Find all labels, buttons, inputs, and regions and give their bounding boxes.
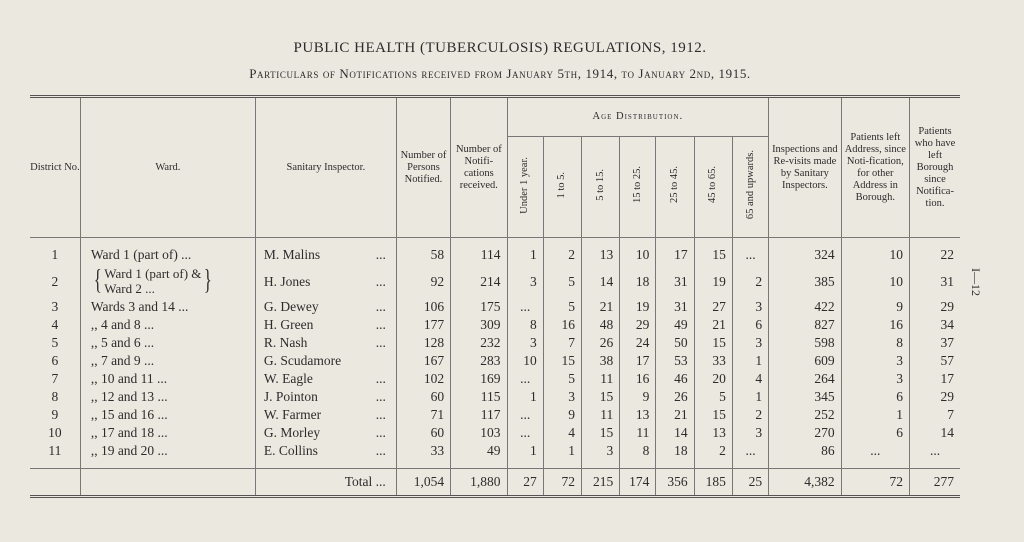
ward-name: ,, 15 and 16 ... [80, 406, 255, 424]
leader-dots: ... [375, 371, 386, 386]
age-count: 21 [656, 406, 694, 424]
age-count: 26 [656, 388, 694, 406]
age-count: ... [507, 298, 543, 316]
inspector-name [255, 442, 396, 460]
notifications-received: 49 [451, 442, 507, 460]
leader-dots: ... [375, 299, 386, 314]
header-age-45-65: 45 to 65. [694, 137, 732, 238]
notifications-received: 283 [451, 352, 507, 370]
age-count: 7 [543, 334, 581, 352]
inspector-name [255, 334, 396, 352]
left-address-count: 10 [841, 264, 909, 298]
age-count: 1 [732, 352, 768, 370]
inspector-name [255, 352, 396, 370]
left-borough-count: 22 [910, 246, 960, 264]
left-borough-count: 31 [910, 264, 960, 298]
leader-dots: ... [375, 443, 386, 458]
ward-name: ,, 19 and 20 ... [80, 442, 255, 460]
header-left-borough: Patients who have left Borough since Notifica-tion. [910, 97, 960, 238]
inspections-count: 324 [769, 246, 841, 264]
ward-line: Ward 1 (part of) & [104, 266, 202, 281]
age-count: 2 [732, 406, 768, 424]
leader-dots: ... [375, 273, 386, 289]
notifications-received: 114 [451, 246, 507, 264]
age-count: 15 [694, 334, 732, 352]
header-age-65-up: 65 and upwards. [732, 137, 768, 238]
inspector-text: J. Pointon [263, 389, 318, 404]
inspector-text: R. Nash [263, 335, 308, 350]
page-subtitle: Particulars of Notifications received from January 5th, 1914, to January 2nd, 1915. [249, 66, 751, 81]
table-row [30, 246, 960, 264]
age-count: 8 [507, 316, 543, 334]
district-number: 2 [51, 273, 59, 289]
age-count: 3 [507, 334, 543, 352]
age-count: ... [507, 370, 543, 388]
header-district: District No. [30, 97, 80, 238]
left-borough-count: 29 [910, 388, 960, 406]
header-persons: Number of Persons Notified. [396, 97, 450, 238]
notifications-received: 103 [451, 424, 507, 442]
age-count: 3 [543, 388, 581, 406]
table-row [30, 352, 960, 370]
district-number: 4 [51, 317, 59, 332]
header-left-address: Patients left Address, since Noti-fication, for other Address in Borough. [841, 97, 909, 238]
age-count: 21 [694, 316, 732, 334]
left-address-count: ... [841, 442, 909, 460]
total-left-address: 72 [841, 469, 909, 497]
age-count: 9 [620, 388, 656, 406]
notifications-received: 115 [451, 388, 507, 406]
header-age-distribution: Age Distribution. [507, 97, 769, 137]
table-row [30, 424, 960, 442]
persons-notified: 167 [396, 352, 450, 370]
header-notifications: Number of Notifi-cations received. [451, 97, 507, 238]
ward-line: Ward 2 ... [104, 281, 155, 296]
age-count: 5 [543, 264, 581, 298]
age-count: 1 [507, 246, 543, 264]
total-age: 185 [694, 469, 732, 497]
total-age: 27 [507, 469, 543, 497]
inspector-name [255, 370, 396, 388]
age-count: 20 [694, 370, 732, 388]
age-count: 5 [694, 388, 732, 406]
total-row [30, 469, 960, 497]
age-count: 19 [694, 264, 732, 298]
persons-notified: 58 [396, 246, 450, 264]
age-count: 21 [581, 298, 619, 316]
total-persons: 1,054 [396, 469, 450, 497]
age-count: 5 [543, 370, 581, 388]
age-count: 33 [694, 352, 732, 370]
header-age-under-1: Under 1 year. [507, 137, 543, 238]
age-count: ... [732, 442, 768, 460]
inspections-count: 264 [769, 370, 841, 388]
inspector-name [255, 424, 396, 442]
age-count: 15 [694, 246, 732, 264]
age-count: ... [507, 424, 543, 442]
left-address-count: 1 [841, 406, 909, 424]
notifications-received: 117 [451, 406, 507, 424]
left-borough-count: 7 [910, 406, 960, 424]
total-age: 356 [656, 469, 694, 497]
leader-dots: ... [375, 425, 386, 440]
inspections-count: 385 [769, 264, 841, 298]
age-count: 3 [581, 442, 619, 460]
header-age-1-5: 1 to 5. [543, 137, 581, 238]
notifications-received: 214 [451, 264, 507, 298]
left-address-count: 10 [841, 246, 909, 264]
age-count: 15 [581, 424, 619, 442]
district-number: 1 [51, 247, 59, 262]
age-count: 8 [620, 442, 656, 460]
persons-notified: 128 [396, 334, 450, 352]
age-count: 2 [732, 264, 768, 298]
total-age: 72 [543, 469, 581, 497]
district-number: 6 [51, 353, 59, 368]
district-number: 8 [51, 389, 59, 404]
table-row [30, 388, 960, 406]
ward-name: Ward 1 (part of) ... [80, 246, 255, 264]
table-row [30, 406, 960, 424]
age-count: 2 [543, 246, 581, 264]
district-number: 11 [48, 443, 62, 458]
district-number: 3 [51, 299, 59, 314]
district-number: 7 [51, 371, 59, 386]
notifications-received: 169 [451, 370, 507, 388]
inspections-count: 252 [769, 406, 841, 424]
age-count: ... [507, 406, 543, 424]
age-count: 11 [620, 424, 656, 442]
total-age: 215 [581, 469, 619, 497]
ward-name: ,, 12 and 13 ... [80, 388, 255, 406]
district-number: 5 [51, 335, 59, 350]
brace-left: { [93, 265, 102, 296]
left-borough-count: 29 [910, 298, 960, 316]
total-label: Total ... [255, 469, 396, 497]
age-count: 38 [581, 352, 619, 370]
age-count: 10 [507, 352, 543, 370]
table-body [30, 238, 960, 469]
inspector-text: G. Dewey [263, 299, 319, 314]
age-count: ... [732, 246, 768, 264]
persons-notified: 60 [396, 424, 450, 442]
district-number: 9 [51, 407, 59, 422]
age-count: 1 [507, 388, 543, 406]
persons-notified: 33 [396, 442, 450, 460]
total-left-borough: 277 [910, 469, 960, 497]
age-count: 3 [732, 298, 768, 316]
age-count: 3 [732, 424, 768, 442]
table-row [30, 442, 960, 460]
age-count: 29 [620, 316, 656, 334]
left-borough-count: 17 [910, 370, 960, 388]
table-row [30, 298, 960, 316]
age-count: 1 [543, 442, 581, 460]
age-count: 1 [507, 442, 543, 460]
leader-dots: ... [375, 407, 386, 422]
inspector-text: E. Collins [263, 443, 318, 458]
inspections-count: 827 [769, 316, 841, 334]
age-count: 27 [694, 298, 732, 316]
notifications-received: 309 [451, 316, 507, 334]
left-address-count: 6 [841, 388, 909, 406]
total-notifications: 1,880 [451, 469, 507, 497]
leader-dots: ... [375, 335, 386, 350]
age-count: 15 [694, 406, 732, 424]
inspections-count: 345 [769, 388, 841, 406]
age-count: 16 [620, 370, 656, 388]
persons-notified: 177 [396, 316, 450, 334]
age-count: 46 [656, 370, 694, 388]
table-row [30, 334, 960, 352]
age-count: 19 [620, 298, 656, 316]
age-count: 1 [732, 388, 768, 406]
age-count: 6 [732, 316, 768, 334]
ward-name [80, 264, 255, 298]
persons-notified: 106 [396, 298, 450, 316]
table-row [30, 316, 960, 334]
age-count: 13 [694, 424, 732, 442]
age-count: 15 [581, 388, 619, 406]
persons-notified: 92 [396, 264, 450, 298]
inspector-text: M. Malins [263, 247, 321, 262]
header-age-25-45: 25 to 45. [656, 137, 694, 238]
inspector-name [255, 264, 396, 298]
inspections-count: 86 [769, 442, 841, 460]
total-age: 174 [620, 469, 656, 497]
ward-name: ,, 4 and 8 ... [80, 316, 255, 334]
age-count: 4 [732, 370, 768, 388]
district-number: 10 [48, 425, 62, 440]
age-count: 5 [543, 298, 581, 316]
age-count: 13 [581, 246, 619, 264]
total-age: 25 [732, 469, 768, 497]
left-borough-count: 34 [910, 316, 960, 334]
inspector-text: H. Green [263, 317, 314, 332]
age-count: 11 [581, 370, 619, 388]
left-borough-count: ... [910, 442, 960, 460]
age-count: 17 [620, 352, 656, 370]
inspector-text: W. Eagle [263, 371, 313, 386]
inspector-name [255, 406, 396, 424]
age-count: 26 [581, 334, 619, 352]
left-address-count: 9 [841, 298, 909, 316]
notifications-table [30, 95, 960, 498]
table-row [30, 264, 960, 298]
header-age-15-25: 15 to 25. [620, 137, 656, 238]
inspector-text: W. Farmer [263, 407, 322, 422]
age-count: 4 [543, 424, 581, 442]
ward-name: ,, 5 and 6 ... [80, 334, 255, 352]
age-count: 49 [656, 316, 694, 334]
leader-dots: ... [375, 247, 386, 262]
age-count: 31 [656, 298, 694, 316]
inspector-text: G. Morley [263, 425, 321, 440]
left-address-count: 6 [841, 424, 909, 442]
header-age-5-15: 5 to 15. [581, 137, 619, 238]
left-address-count: 16 [841, 316, 909, 334]
leader-dots: ... [375, 389, 386, 404]
age-count: 10 [620, 246, 656, 264]
age-count: 13 [620, 406, 656, 424]
age-count: 14 [581, 264, 619, 298]
page-title: PUBLIC HEALTH (TUBERCULOSIS) REGULATIONS, 1912. [293, 40, 707, 56]
ward-name: ,, 7 and 9 ... [80, 352, 255, 370]
inspector-name [255, 298, 396, 316]
inspector-name [255, 246, 396, 264]
inspections-count: 422 [769, 298, 841, 316]
header-inspections: Inspections and Re-visits made by Sanitary Inspectors. [769, 97, 841, 238]
inspector-text: G. Scudamore [263, 353, 342, 368]
inspections-count: 598 [769, 334, 841, 352]
persons-notified: 60 [396, 388, 450, 406]
left-address-count: 3 [841, 352, 909, 370]
age-count: 24 [620, 334, 656, 352]
age-count: 53 [656, 352, 694, 370]
inspector-text: H. Jones [263, 273, 311, 289]
left-borough-count: 37 [910, 334, 960, 352]
age-count: 15 [543, 352, 581, 370]
ward-name: Wards 3 and 14 ... [80, 298, 255, 316]
age-count: 18 [620, 264, 656, 298]
total-inspections: 4,382 [769, 469, 841, 497]
page-number: I—12 [969, 268, 983, 296]
inspections-count: 270 [769, 424, 841, 442]
age-count: 2 [694, 442, 732, 460]
age-count: 31 [656, 264, 694, 298]
age-count: 11 [581, 406, 619, 424]
ward-name: ,, 10 and 11 ... [80, 370, 255, 388]
persons-notified: 102 [396, 370, 450, 388]
notifications-received: 175 [451, 298, 507, 316]
age-count: 9 [543, 406, 581, 424]
age-count: 18 [656, 442, 694, 460]
header-inspector: Sanitary Inspector. [255, 97, 396, 238]
age-count: 3 [732, 334, 768, 352]
left-borough-count: 57 [910, 352, 960, 370]
inspector-name [255, 388, 396, 406]
table-row [30, 370, 960, 388]
age-count: 14 [656, 424, 694, 442]
header-ward: Ward. [80, 97, 255, 238]
age-count: 16 [543, 316, 581, 334]
leader-dots: ... [375, 317, 386, 332]
ward-name: ,, 17 and 18 ... [80, 424, 255, 442]
age-count: 3 [507, 264, 543, 298]
inspections-count: 609 [769, 352, 841, 370]
age-count: 17 [656, 246, 694, 264]
age-count: 50 [656, 334, 694, 352]
persons-notified: 71 [396, 406, 450, 424]
notifications-received: 232 [451, 334, 507, 352]
age-count: 48 [581, 316, 619, 334]
inspector-name [255, 316, 396, 334]
left-address-count: 3 [841, 370, 909, 388]
brace-right: } [204, 265, 213, 296]
left-address-count: 8 [841, 334, 909, 352]
left-borough-count: 14 [910, 424, 960, 442]
